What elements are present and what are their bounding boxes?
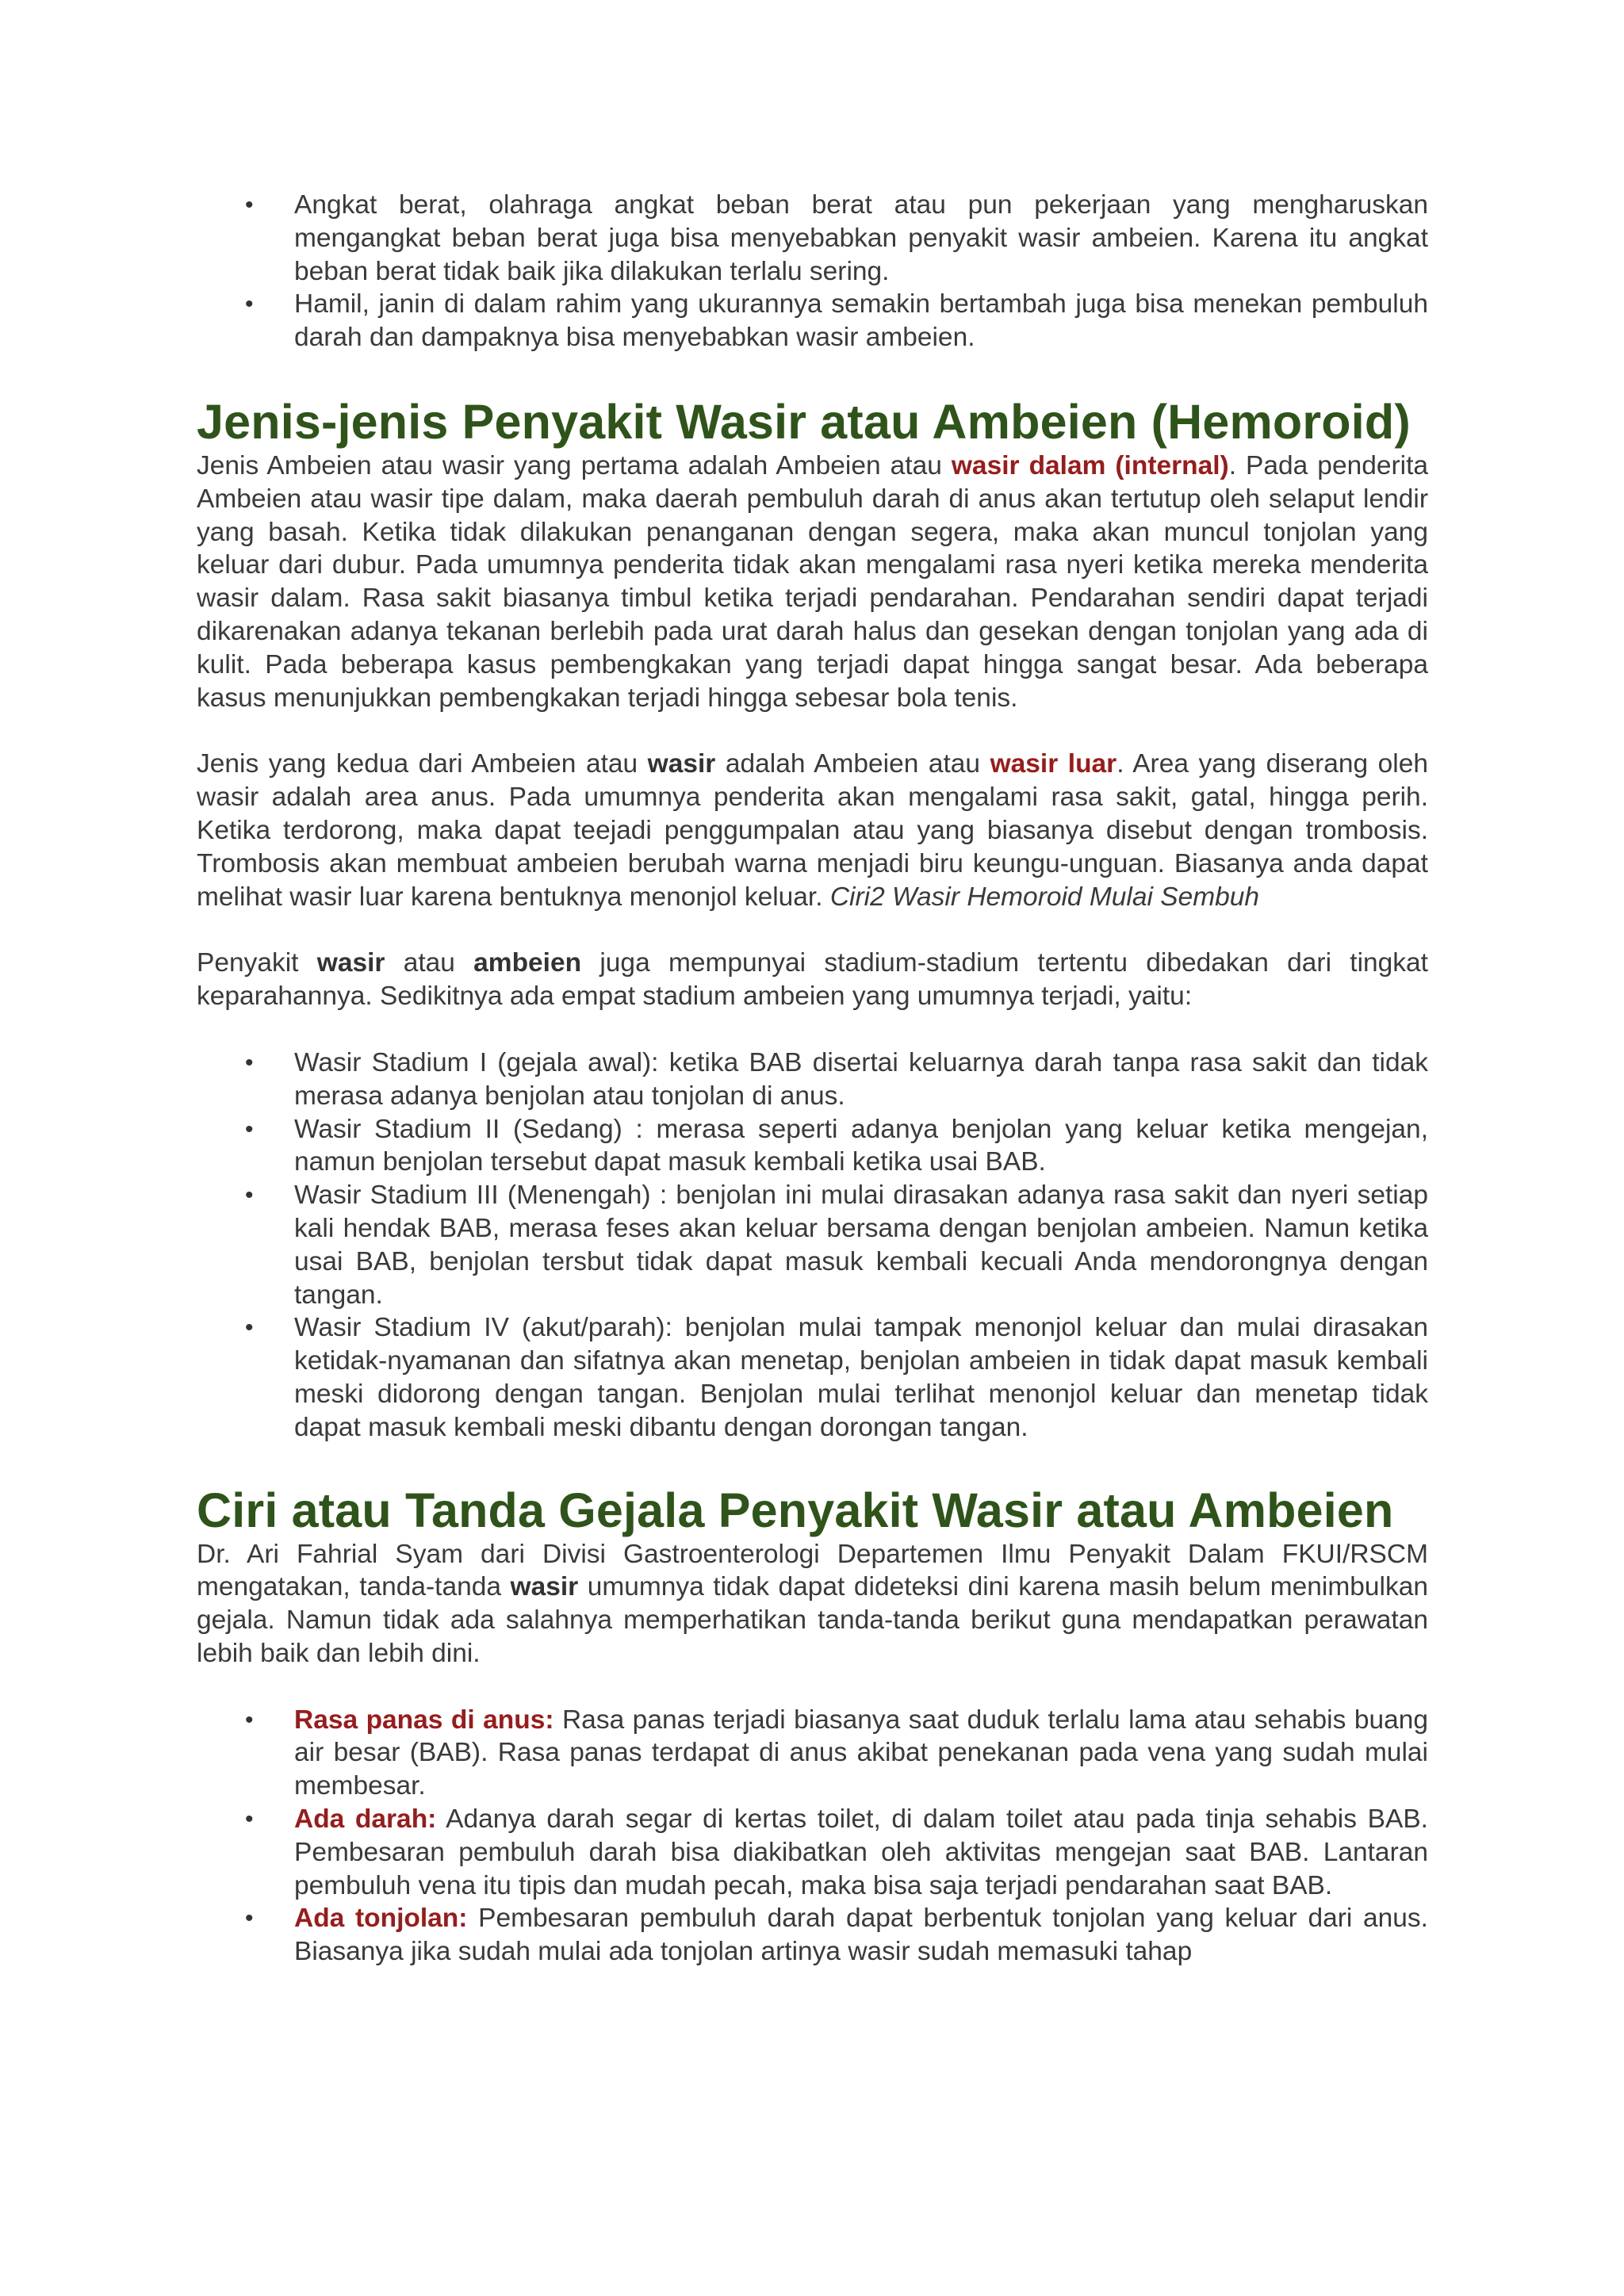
symptom-list (197, 1704, 1428, 1969)
list-item: • Wasir Stadium IV (akut/parah): benjolan mulai tampak menonjol keluar dan mulai dirasakan ketidak-nyamanan dan sifatnya akan menetap, benjolan ambeien in tidak dapat masuk kembali meski didorong dengan tangan. Benjolan mulai terlihat menonjol keluar dan menetap tidak dapat masuk kembali meski dibantu dengan dorongan tangan. (294, 1311, 1428, 1444)
paragraph-internal-hemorrhoid: Jenis Ambeien atau wasir yang pertama adalah Ambeien atau wasir dalam (internal). Pada penderita Ambeien atau wasir tipe dalam, maka daerah pembuluh darah di anus akan tertutup oleh selaput lendir yang basah. Ketika tidak dilakukan penanganan dengan segera, maka akan muncul tonjolan yang keluar dari dubur. Pada umumnya penderita tidak akan mengalami rasa nyeri ketika mereka menderita wasir dalam. Rasa sakit biasanya timbul ketika terjadi pendarahan. Pendarahan sendiri dapat terjadi dikarenakan adanya tekanan berlebih pada urat darah halus dan gesekan dengan tonjolan yang ada di kulit. Pada beberapa kasus pembengkakan yang terjadi dapat hingga sangat besar. Ada beberapa kasus menunjukkan pembengkakan terjadi hingga sebesar bola tenis. (197, 450, 1429, 713)
list-item: • Rasa panas di anus: Rasa panas terjadi biasanya saat duduk terlalu lama atau sehabis buang air besar (BAB). Rasa panas terdapat di anus akibat penekanan pada vena yang sudah mulai membesar. (294, 1704, 1428, 1803)
list-item: • Wasir Stadium I (gejala awal): ketika BAB disertai keluarnya darah tanpa rasa sakit dan tidak merasa adanya benjolan atau tonjolan di anus. (294, 1047, 1428, 1113)
section-heading-types: Jenis-jenis Penyakit Wasir atau Ambeien (Hemoroid) (197, 394, 1411, 449)
symptom-label: Ada tonjolan: (294, 1904, 468, 1934)
list-item: • Angkat berat, olahraga angkat beban berat atau pun pekerjaan yang mengharuskan mengangkat beban berat juga bisa menyebabkan penyakit wasir ambeien. Karena itu angkat beban berat tidak baik jika dilakukan terlalu sering. (294, 189, 1428, 288)
related-article-text: Ciri2 Wasir Hemoroid Mulai Sembuh (829, 882, 1259, 912)
list-item: • Wasir Stadium II (Sedang) : merasa seperti adanya benjolan yang keluar ketika mengejan, namun benjolan tersebut dapat masuk kembali ketika usai BAB. (294, 1113, 1428, 1180)
list-item: • Ada darah: Adanya darah segar di kertas toilet, di dalam toilet atau pada tinja sehabis BAB. Pembesaran pembuluh darah bisa diakibatkan oleh aktivitas mengejan saat BAB. Lantaran pembuluh vena itu tipis dan mudah pecah, maka bisa saja terjadi pendarahan saat BAB. (294, 1803, 1428, 1902)
highlight-term: wasir luar (990, 749, 1117, 779)
paragraph-external-hemorrhoid: Jenis yang kedua dari Ambeien atau wasir adalah Ambeien atau wasir luar. Area yang diserang oleh wasir adalah area anus. Pada umumnya penderita akan mengalami rasa sakit, gatal, hingga perih. Ketika terdorong, maka dapat teejadi penggumpalan atau yang biasanya disebut dengan trombosis. Trombosis akan membuat ambeien berubah warna menjadi biru keungu-unguan. Biasanya anda dapat melihat wasir luar karena bentuknya menonjol keluar. Ciri2 Wasir Hemoroid Mulai Sembuh (197, 749, 1428, 912)
list-item: • Hamil, janin di dalam rahim yang ukurannya semakin bertambah juga bisa menekan pembuluh darah dan dampaknya bisa menyebabkan wasir ambeien. (294, 288, 1428, 354)
paragraph-symptoms-intro: Dr. Ari Fahrial Syam dari Divisi Gastroenterologi Departemen Ilmu Penyakit Dalam FKUI/RSCM mengatakan, tanda-tanda wasir umumnya tidak dapat dideteksi dini karena masih belum menimbulkan gejala. Namun tidak ada salahnya memperhatikan tanda-tanda berikut guna mendapatkan perawatan lebih baik dan lebih dini. (197, 1539, 1429, 1668)
symptom-label: Rasa panas di anus: (294, 1705, 554, 1735)
risk-factor-list (197, 189, 1428, 354)
symptom-label: Ada darah: (294, 1804, 437, 1835)
list-item: • Wasir Stadium III (Menengah) : benjolan ini mulai dirasakan adanya rasa sakit dan nyeri setiap kali hendak BAB, merasa feses akan keluar bersama dengan benjolan ambeien. Namun ketika usai BAB, benjolan tersbut tidak dapat masuk kembali kecuali Anda mendorongnya dengan tangan. (294, 1179, 1428, 1311)
paragraph-stages-intro: Penyakit wasir atau ambeien juga mempunyai stadium-stadium tertentu dibedakan dari tingkat keparahannya. Sedikitnya ada empat stadium ambeien yang umumnya terjadi, yaitu: (197, 948, 1428, 1012)
section-heading-symptoms: Ciri atau Tanda Gejala Penyakit Wasir atau Ambeien (197, 1483, 1394, 1537)
highlight-term: wasir dalam (internal) (951, 450, 1229, 480)
list-item: • Ada tonjolan: Pembesaran pembuluh darah dapat berbentuk tonjolan yang keluar dari anus. Biasanya jika sudah mulai ada tonjolan artinya wasir sudah memasuki tahap (294, 1902, 1428, 1969)
stage-list (197, 1047, 1428, 1445)
